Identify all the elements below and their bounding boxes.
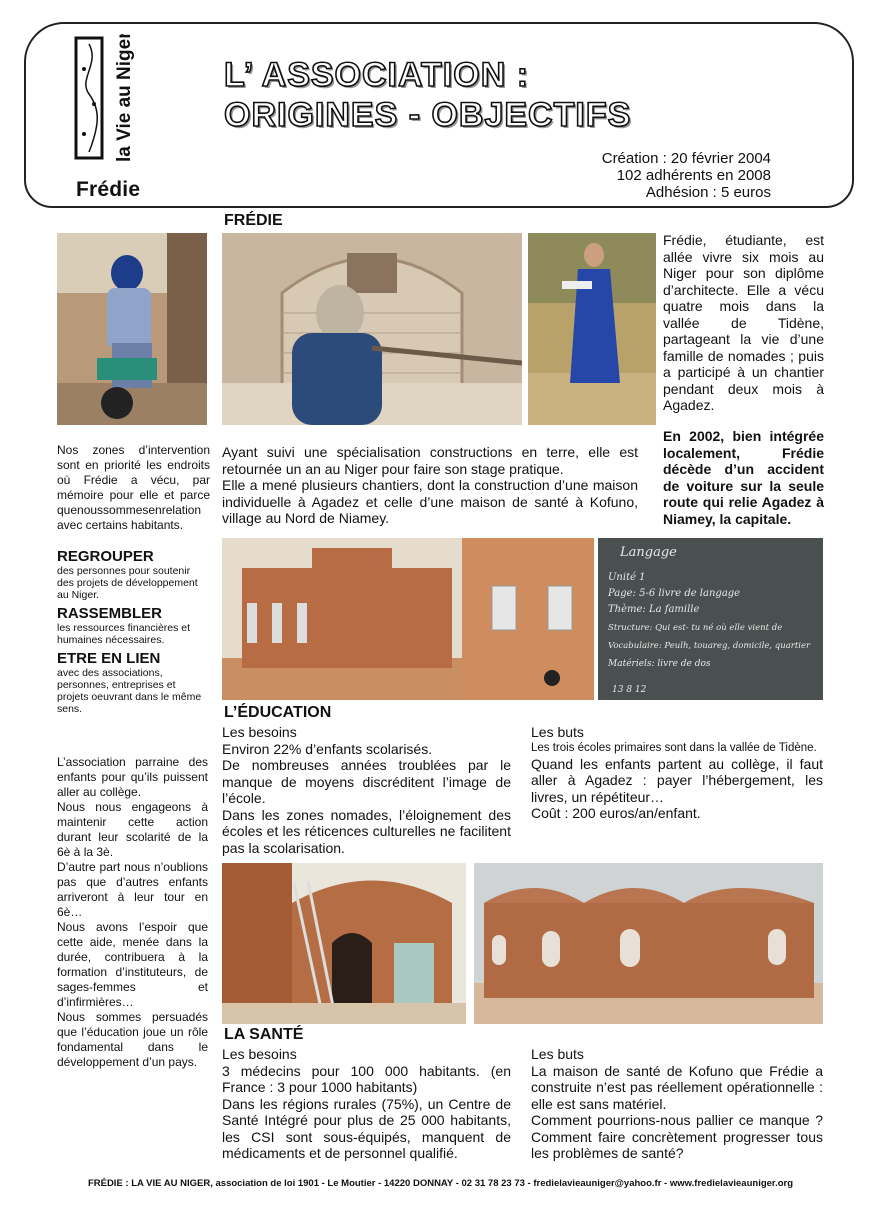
- membership-fee: Adhésion : 5 euros: [645, 184, 771, 201]
- health-need: 3 médecins pour 100 000 habitants. (en France : 3 pour 1000 habitants): [222, 1062, 511, 1095]
- header-meta: [602, 150, 771, 201]
- blackboard-line: Page: 5-6 livre de langage: [608, 588, 741, 599]
- association-goals: [57, 548, 207, 715]
- photo-health-entrance: [222, 863, 466, 1024]
- intervention-zones: Nos zones d’intervention sont en priorité les endroits où Frédie a vécu, par mémoire pour elle et parce quenoussommesenrelation avec certains habitants.: [57, 443, 210, 532]
- photo-blackboard: [598, 538, 823, 700]
- footer-address: association de loi 1901 - Le Moutier - 14220 DONNAY - 02 31 78 23 73 - fredielavieauniger@yahoo.fr - www.fredielavieauniger.org: [212, 1178, 794, 1189]
- footer-association-name: FRÉDIE : LA VIE AU NIGER,: [87, 1178, 213, 1189]
- education-need: Dans les zones nomades, l’éloignement des écoles et les réticences culturelles ne facilitent pas la scolarisation.: [222, 806, 511, 856]
- sponsorship-paragraph: Nous sommes persuadés que l’éducation joue un rôle fondamental dans le développement d’un pays.: [57, 1010, 208, 1069]
- sponsorship-paragraph: Nous nous engageons à maintenir cette action durant leur scolarité de la 6è à la 3è.: [57, 800, 208, 859]
- health-need: Dans les régions rurales (75%), un Centre de Santé Intégré pour plus de 25 000 habitants, les CSI sont sous-équipés, manquent de médicaments et de personnel qualifié.: [222, 1095, 511, 1161]
- association-logo: [72, 34, 144, 200]
- goal-text: avec des associations, personnes, entreprises et projets oeuvrant dans le même sens.: [57, 667, 202, 715]
- page-title-line-2: ORIGINES - OBJECTIFS: [224, 96, 632, 134]
- blackboard-line: Unité 1: [608, 572, 646, 583]
- fredie-accident: En 2002, bien intégrée localement, Frédie décède d’un accident de voiture sur la seule route qui relie Agadez à Niamey, la capitale.: [663, 428, 824, 527]
- photo-fredie-moped: [57, 233, 207, 425]
- goal-title: ETRE EN LIEN: [57, 650, 161, 667]
- section-heading-education: L’ÉDUCATION: [224, 704, 332, 721]
- sponsorship-text: [57, 755, 208, 1070]
- fredie-bio: Frédie, étudiante, est allée vivre six mois au Niger pour son diplôme d’architecte. Elle a vécu quatre mois dans la vallée de Tidène, partageant la vie d’une famille de nomades ; puis a participé à un chantier pendant deux mois à Agadez.: [663, 232, 824, 413]
- fredie-story-p1: Ayant suivi une spécialisation constructions en terre, elle est retournée un an au Niger pour faire son stage pratique.: [222, 444, 638, 477]
- education-needs-label: Les besoins: [222, 724, 297, 740]
- education-goal-small: Les trois écoles primaires sont dans la vallée de Tidène.: [531, 741, 817, 754]
- sponsorship-paragraph: L’association parraine des enfants pour qu’ils puissent aller au collège.: [57, 755, 208, 799]
- education-goals: [531, 724, 823, 822]
- blackboard-line: Vocabulaire: Peulh, touareg, domicile, quartier: [608, 641, 811, 651]
- education-need: Environ 22% d’enfants scolarisés.: [222, 740, 433, 757]
- photo-fredie-arch: [222, 233, 522, 425]
- education-goals-label: Les buts: [531, 724, 584, 740]
- members-count: 102 adhérents en 2008: [616, 167, 771, 184]
- logo-text-bottom: Frédie: [76, 178, 140, 200]
- education-needs: [222, 724, 511, 856]
- section-heading-health: LA SANTÉ: [224, 1026, 304, 1043]
- photo-school-building: [222, 538, 594, 700]
- health-goals: [531, 1046, 823, 1162]
- blackboard-line: Matériels: livre de dos: [608, 659, 711, 669]
- education-goal: Coût : 200 euros/an/enfant.: [531, 805, 701, 821]
- fredie-story: [222, 444, 638, 527]
- footer-contact: [0, 1178, 881, 1189]
- health-goal: La maison de santé de Kofuno que Frédie a construite n’est pas réellement opérationnelle : elle est sans matériel.: [531, 1062, 823, 1112]
- blackboard-line: Thème: La famille: [608, 604, 700, 615]
- fredie-story-p2: Elle a mené plusieurs chantiers, dont la construction d’une maison individuelle à Agadez et celle d’une maison de santé à Kofuno, village au Nord de Niamey.: [222, 477, 638, 526]
- logo-text-top: la Vie au Niger: [114, 34, 135, 162]
- goal-text: les ressources financières et humaines nécessaires.: [57, 622, 191, 646]
- goal-text: des personnes pour soutenir des projets de développement au Niger.: [57, 565, 198, 601]
- education-goal: Quand les enfants partent au collège, il faut aller à Agadez : payer l’hébergement, les livres, un répétiteur…: [531, 755, 823, 805]
- health-needs-label: Les besoins: [222, 1046, 297, 1062]
- goal-title: REGROUPER: [57, 548, 154, 565]
- sponsorship-paragraph: D’autre part nous n’oublions pas que d’autres enfants arriveront à leur tour en 6è…: [57, 860, 208, 919]
- section-heading-fredie: FRÉDIE: [224, 212, 283, 229]
- creation-date: Création : 20 février 2004: [601, 150, 771, 167]
- blackboard-line: Structure: Qui est- tu né où elle vient de: [608, 623, 783, 633]
- health-goal: Comment pourrions-nous pallier ce manque ? Comment faire concrètement progresser tous les problèmes de santé?: [531, 1112, 823, 1161]
- health-needs: [222, 1046, 511, 1162]
- education-need: De nombreuses années troublées par le manque de moyens discréditent l’image de l’école.: [222, 757, 511, 806]
- photo-health-house: [474, 863, 823, 1024]
- sponsorship-paragraph: Nous avons l’espoir que cette aide, menée dans la durée, contribuera à la formation d’instituteurs, de sages-femmes et d’infirmières…: [57, 920, 208, 1009]
- photo-fredie-blue-dress: [528, 233, 656, 425]
- health-goals-label: Les buts: [531, 1046, 584, 1062]
- goal-title: RASSEMBLER: [57, 605, 163, 622]
- blackboard-line: 13 8 12: [612, 685, 647, 695]
- blackboard-line: Langage: [620, 545, 677, 560]
- page-title-line-1: L’ ASSOCIATION :: [224, 56, 530, 94]
